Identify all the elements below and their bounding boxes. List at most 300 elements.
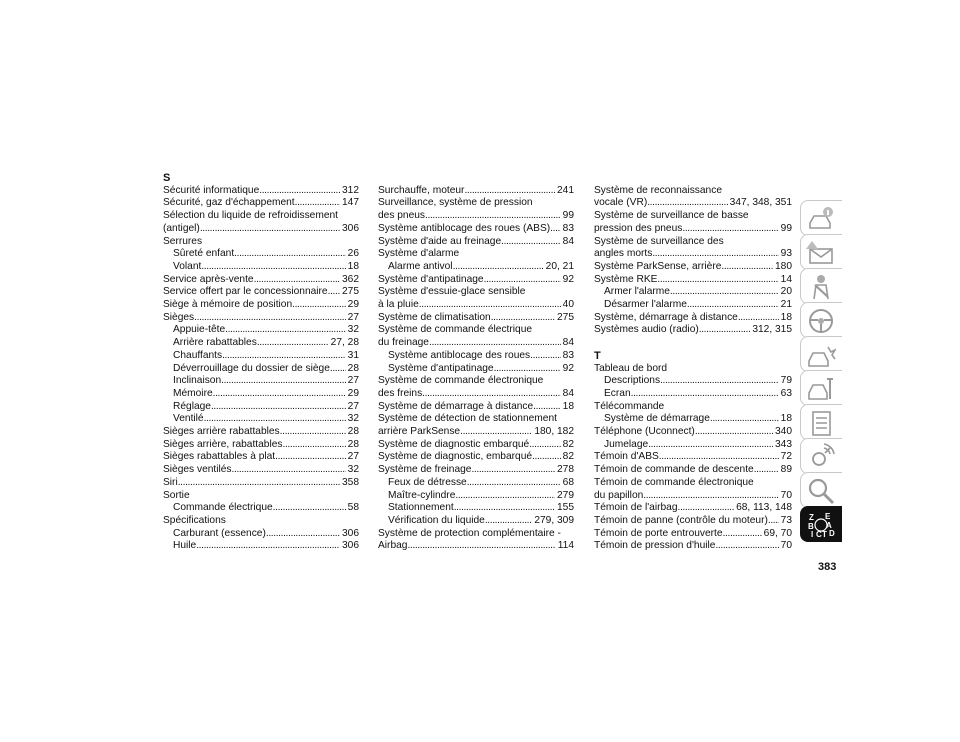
dot-leader (550, 223, 561, 236)
entry-page[interactable]: 27 (347, 451, 359, 463)
entry-page[interactable]: 73 (780, 514, 792, 526)
dot-leader (738, 312, 779, 325)
dot-leader (328, 286, 340, 299)
index-entry[interactable] (594, 197, 792, 210)
entry-page[interactable]: 92 (562, 362, 574, 374)
entry-page[interactable]: 312, 315 (752, 324, 792, 336)
dot-leader (292, 299, 346, 312)
entry-label: Système antiblocage des roues (388, 349, 531, 361)
index-entry[interactable] (163, 337, 359, 350)
entry-label: Siri (163, 476, 178, 488)
dot-leader (659, 451, 779, 464)
dot-leader (754, 464, 779, 477)
entry-label: Inclinaison (173, 375, 222, 387)
index-column-3 (594, 172, 792, 553)
svg-text:E: E (825, 512, 831, 521)
entry-label: Commande électrique (173, 502, 273, 514)
entry-label: Mémoire (173, 387, 213, 399)
entry-label: Système ParkSense, arrière (594, 260, 722, 272)
entry-label: Système de diagnostic embarqué (378, 438, 530, 450)
index-entry[interactable] (163, 528, 359, 541)
dot-leader (657, 274, 778, 287)
index-entry[interactable] (378, 515, 574, 528)
index-entry[interactable] (163, 248, 359, 261)
dot-leader (494, 363, 561, 376)
dot-leader (425, 210, 561, 223)
entry-page[interactable]: 68 (562, 476, 574, 488)
index-entry[interactable] (594, 540, 792, 553)
entry-label: Système de démarrage à distance (378, 400, 534, 412)
dot-leader (204, 413, 346, 426)
entry-page[interactable]: 180 (775, 260, 792, 272)
entry-page[interactable]: 180, 182 (534, 426, 574, 438)
dot-leader (670, 286, 779, 299)
entry-label: Témoin de pression d'huile (594, 540, 716, 552)
dot-leader (455, 490, 555, 503)
entry-label: Sièges arrière rabattables (163, 426, 280, 438)
dot-leader (715, 540, 778, 553)
dot-leader (225, 324, 346, 337)
dot-leader (687, 299, 779, 312)
entry-page[interactable]: 31 (347, 349, 359, 361)
dot-leader (710, 413, 779, 426)
entry-label: Déverrouillage du dossier de siège (173, 362, 330, 374)
dot-leader (501, 236, 561, 249)
dot-leader (467, 477, 561, 490)
entry-label: Système de freinage (378, 464, 472, 476)
index-entry[interactable] (594, 324, 792, 337)
index-entry[interactable] (163, 312, 359, 325)
entry-page[interactable]: 84 (562, 235, 574, 247)
dot-leader (660, 375, 779, 388)
index-entry[interactable] (594, 223, 792, 236)
entry-page[interactable]: 312 (342, 184, 359, 196)
index-entry[interactable] (163, 350, 359, 363)
entry-page[interactable]: 343 (775, 438, 792, 450)
dot-leader (407, 540, 555, 553)
index-entry[interactable] (594, 439, 792, 452)
spacer (594, 337, 792, 350)
svg-text:D: D (829, 529, 835, 538)
dot-leader (196, 540, 340, 553)
entry-page[interactable]: 114 (557, 540, 574, 552)
entry-page[interactable]: 72 (780, 451, 792, 463)
entry-label: Alarme antivol (388, 260, 453, 272)
chapter-tab[interactable] (800, 336, 842, 372)
index-column-1 (163, 172, 359, 553)
dot-leader (643, 490, 778, 503)
index-entry[interactable] (594, 515, 792, 528)
entry-page[interactable]: 29 (347, 387, 359, 399)
chapter-tab[interactable] (800, 200, 842, 236)
entry-page[interactable]: 83 (562, 222, 574, 234)
entry-page[interactable]: 340 (775, 426, 792, 438)
index-heading: Système de détection de stationnement (378, 413, 557, 425)
dot-leader (429, 337, 561, 350)
entry-label: Téléphone (Uconnect) (594, 426, 695, 438)
index-entry[interactable] (163, 451, 359, 464)
index-entry[interactable] (163, 363, 359, 376)
entry-page[interactable]: 241 (557, 184, 574, 196)
entry-page[interactable]: 21 (780, 299, 792, 311)
index-entry[interactable] (594, 388, 792, 401)
entry-page[interactable]: 306 (342, 527, 359, 539)
entry-page[interactable]: 275 (342, 286, 359, 298)
dot-leader (648, 439, 773, 452)
index-entry[interactable] (378, 401, 574, 414)
dot-leader (529, 439, 560, 452)
dot-leader (194, 312, 346, 325)
entry-label: à la pluie (378, 299, 419, 311)
entry-page[interactable]: 79 (780, 375, 792, 387)
index-entry[interactable] (163, 286, 359, 299)
entry-label: Témoin de porte entrouverte (594, 527, 723, 539)
chapter-tab[interactable] (800, 302, 842, 338)
index-heading: Système de commande électronique (378, 375, 544, 387)
entry-label: Appuie-tête (173, 324, 226, 336)
entry-page[interactable]: 69, 70 (763, 527, 792, 539)
entry-page[interactable]: 83 (562, 349, 574, 361)
dot-leader (699, 324, 751, 337)
dot-leader (200, 223, 340, 236)
entry-page[interactable]: 70 (780, 540, 792, 552)
entry-page[interactable]: 347, 348, 351 (729, 197, 792, 209)
index-heading: Système de surveillance des (594, 235, 724, 247)
entry-label: des freins (378, 387, 423, 399)
entry-page[interactable]: 27, 28 (330, 337, 359, 349)
entry-label: Feux de détresse (388, 476, 467, 488)
index-entry[interactable] (163, 388, 359, 401)
entry-label: vocale (VR) (594, 197, 648, 209)
entry-page[interactable]: 362 (342, 273, 359, 285)
entry-page[interactable]: 58 (347, 502, 359, 514)
index-entry[interactable] (163, 477, 359, 490)
dot-leader (280, 426, 346, 439)
index-heading: Serrures (163, 235, 203, 247)
entry-label: Carburant (essence) (173, 527, 266, 539)
entry-label: du freinage (378, 337, 429, 349)
index-heading: Système de commande électrique (378, 324, 533, 336)
index-heading: Système d'alarme (378, 248, 460, 260)
dot-leader (530, 350, 561, 363)
index-entry[interactable] (378, 388, 574, 401)
index-heading: Sélection du liquide de refroidissement (163, 210, 338, 222)
dot-leader (491, 312, 555, 325)
entry-label: Témoin de l'airbag (594, 502, 678, 514)
dot-leader (768, 515, 779, 528)
entry-page[interactable]: 306 (342, 540, 359, 552)
index-entry[interactable] (378, 312, 574, 325)
svg-text:A: A (826, 521, 832, 530)
chapter-tab[interactable] (800, 438, 842, 474)
svg-text:T: T (822, 530, 827, 539)
svg-text:Z: Z (809, 513, 814, 522)
entry-label: Système de diagnostic, embarqué (378, 451, 533, 463)
entry-label: Surchauffe, moteur (378, 184, 465, 196)
entry-label: Sécurité informatique (163, 184, 260, 196)
entry-page[interactable]: 29 (347, 299, 359, 311)
dot-leader (678, 502, 735, 515)
index-entry[interactable] (594, 261, 792, 274)
index-entry[interactable] (378, 350, 574, 363)
entry-label: Témoin d'ABS (594, 451, 659, 463)
entry-page[interactable]: 84 (562, 387, 574, 399)
index-entry[interactable] (594, 426, 792, 439)
dot-leader (282, 439, 345, 452)
index-entry[interactable] (378, 299, 574, 312)
index-entry[interactable] (163, 413, 359, 426)
index-entry[interactable] (378, 464, 574, 477)
dot-leader (330, 363, 346, 376)
dot-leader (454, 502, 555, 515)
spacer (378, 172, 574, 185)
entry-label: Sièges rabattables à plat (163, 451, 276, 463)
entry-label: Huile (173, 540, 197, 552)
entry-label: Désarmer l'alarme (604, 299, 687, 311)
page-number: 383 (818, 561, 837, 573)
index-entry[interactable] (163, 261, 359, 274)
entry-page[interactable]: 32 (347, 324, 359, 336)
dot-leader (257, 337, 329, 350)
index-entry[interactable] (378, 490, 574, 503)
entry-page[interactable]: 18 (347, 260, 359, 272)
index-entry[interactable] (163, 464, 359, 477)
index-entry[interactable] (163, 274, 359, 287)
index-entry[interactable] (594, 248, 792, 261)
index-entry[interactable] (163, 540, 359, 553)
index-heading: Système d'essuie-glace sensible (378, 286, 526, 298)
index-entry[interactable] (594, 274, 792, 287)
entry-page[interactable]: 18 (780, 413, 792, 425)
index-entry[interactable] (378, 426, 574, 439)
entry-label: Airbag (378, 540, 408, 552)
index-entry[interactable] (163, 223, 359, 236)
index-entry[interactable] (378, 451, 574, 464)
entry-label: des pneus (378, 210, 426, 222)
entry-page[interactable]: 93 (780, 248, 792, 260)
index-entry[interactable] (378, 540, 574, 553)
dot-leader (254, 274, 340, 287)
index-entry[interactable] (378, 502, 574, 515)
index-heading: Télécommande (594, 400, 665, 412)
chapter-tab[interactable] (800, 268, 842, 304)
index-entry[interactable] (594, 375, 792, 388)
entry-page[interactable]: 84 (562, 337, 574, 349)
dot-leader (232, 464, 346, 477)
index-heading: Spécifications (163, 514, 226, 526)
entry-page[interactable]: 20, 21 (545, 260, 574, 272)
dot-leader (484, 274, 561, 287)
chapter-tab[interactable] (800, 472, 842, 508)
index-entry[interactable] (594, 464, 792, 477)
entry-page[interactable]: 82 (562, 438, 574, 450)
chapter-tab[interactable] (800, 370, 842, 406)
entry-page[interactable]: 82 (562, 451, 574, 463)
entry-page[interactable]: 68, 113, 148 (736, 502, 792, 514)
entry-page[interactable]: 147 (342, 197, 359, 209)
index-heading: Système de reconnaissance (594, 184, 722, 196)
entry-page[interactable]: 279 (557, 489, 574, 501)
index-heading: Sortie (163, 489, 190, 501)
dot-leader (201, 261, 345, 274)
index-entry[interactable] (594, 299, 792, 312)
index-entry[interactable] (594, 528, 792, 541)
entry-label: Réglage (173, 400, 211, 412)
index-entry[interactable] (378, 439, 574, 452)
entry-page[interactable]: 63 (780, 387, 792, 399)
index-entry[interactable] (163, 197, 359, 210)
entry-label: Siège à mémoire de position (163, 299, 293, 311)
index-entry[interactable] (163, 375, 359, 388)
index-entry[interactable] (378, 274, 574, 287)
entry-page[interactable]: 99 (780, 222, 792, 234)
section-letter: T (594, 349, 601, 362)
entry-page[interactable]: 32 (347, 413, 359, 425)
index-entry[interactable] (163, 426, 359, 439)
dot-leader (222, 350, 346, 363)
dot-leader (273, 502, 346, 515)
dot-leader (422, 388, 560, 401)
entry-label: Système RKE (594, 273, 658, 285)
entry-page[interactable]: 92 (562, 273, 574, 285)
index-heading: Tableau de bord (594, 362, 668, 374)
index-entry[interactable] (163, 401, 359, 414)
svg-text:B: B (808, 522, 814, 531)
dot-leader (211, 401, 346, 414)
dot-leader (485, 515, 533, 528)
entry-page[interactable]: 70 (780, 489, 792, 501)
index-entry[interactable] (378, 477, 574, 490)
entry-page[interactable]: 20 (780, 286, 792, 298)
entry-label: Service après-vente (163, 273, 254, 285)
dot-leader (532, 451, 561, 464)
chapter-tab[interactable] (800, 234, 842, 270)
entry-label: Ventilé (173, 413, 204, 425)
index-entry[interactable] (594, 490, 792, 503)
index-entry[interactable] (378, 210, 574, 223)
entry-page[interactable]: 275 (557, 311, 574, 323)
dot-leader (221, 375, 346, 388)
entry-label: Système d'antipatinage (388, 362, 494, 374)
entry-label: Jumelage (604, 438, 649, 450)
svg-text:I: I (811, 530, 814, 539)
index-entry[interactable] (594, 451, 792, 464)
entry-page[interactable]: 32 (347, 464, 359, 476)
entry-label: (antigel) (163, 222, 200, 234)
entry-label: angles morts (594, 248, 653, 260)
entry-page[interactable]: 14 (780, 273, 792, 285)
entry-label: Sûreté enfant (173, 248, 235, 260)
entry-label: Armer l'alarme (604, 286, 670, 298)
entry-label: Système de démarrage (604, 413, 710, 425)
entry-page[interactable]: 28 (347, 426, 359, 438)
entry-page[interactable]: 89 (780, 464, 792, 476)
index-entry[interactable] (163, 185, 359, 198)
index-entry[interactable] (163, 502, 359, 515)
entry-label: Système de climatisation (378, 311, 491, 323)
dot-leader (295, 197, 340, 210)
index-entry[interactable] (163, 299, 359, 312)
entry-page[interactable]: 27 (347, 400, 359, 412)
svg-text:C: C (816, 530, 822, 539)
dot-leader (723, 528, 762, 541)
index-entry[interactable] (378, 337, 574, 350)
dot-leader (695, 426, 773, 439)
entry-label: du papillon (594, 489, 644, 501)
entry-label: Ecran (604, 387, 631, 399)
index-entry[interactable] (163, 439, 359, 452)
entry-page[interactable]: 18 (780, 311, 792, 323)
index-column-2 (378, 172, 574, 553)
index-heading: Surveillance, système de pression (378, 197, 533, 209)
entry-label: pression des pneus (594, 222, 683, 234)
entry-label: Système d'antipatinage (378, 273, 484, 285)
entry-label: Sièges arrière, rabattables (163, 438, 283, 450)
entry-page[interactable]: 27 (347, 311, 359, 323)
index-entry[interactable] (378, 236, 574, 249)
entry-label: Témoin de panne (contrôle du moteur) (594, 514, 768, 526)
entry-page[interactable]: 27 (347, 375, 359, 387)
dot-leader (460, 426, 532, 439)
entry-page[interactable]: 99 (562, 210, 574, 222)
index-entry[interactable] (378, 223, 574, 236)
dot-leader (234, 248, 345, 261)
index-entry[interactable] (378, 363, 574, 376)
entry-page[interactable]: 155 (557, 502, 574, 514)
entry-label: arrière ParkSense (378, 426, 461, 438)
dot-leader (533, 401, 560, 414)
entry-label: Arrière rabattables (173, 337, 257, 349)
index-entry[interactable] (594, 502, 792, 515)
entry-page[interactable]: 28 (347, 438, 359, 450)
entry-label: Système d'aide au freinage (378, 235, 502, 247)
entry-label: Descriptions (604, 375, 661, 387)
index-entry[interactable] (594, 413, 792, 426)
chapter-tab[interactable] (800, 404, 842, 440)
dot-leader (275, 451, 346, 464)
entry-page[interactable]: 358 (342, 476, 359, 488)
entry-label: Service offert par le concessionnaire (163, 286, 328, 298)
entry-page[interactable]: 26 (347, 248, 359, 260)
index-heading: Système de protection complémentaire - (378, 527, 561, 539)
entry-label: Système antiblocage des roues (ABS) (378, 222, 551, 234)
entry-page[interactable]: 18 (562, 400, 574, 412)
index-entry[interactable] (594, 286, 792, 299)
index-heading: Système de surveillance de basse (594, 210, 749, 222)
spacer (594, 172, 792, 185)
entry-page[interactable]: 278 (557, 464, 574, 476)
entry-label: Témoin de commande de descente (594, 464, 754, 476)
dot-leader (453, 261, 544, 274)
entry-page[interactable]: 28 (347, 362, 359, 374)
entry-page[interactable]: 279, 309 (534, 514, 574, 526)
dot-leader (464, 185, 555, 198)
entry-label: Vérification du liquide (388, 514, 485, 526)
index-entry[interactable] (378, 261, 574, 274)
entry-label: Sièges ventilés (163, 464, 232, 476)
dot-leader (721, 261, 773, 274)
entry-page[interactable]: 40 (562, 299, 574, 311)
index-entry[interactable] (594, 312, 792, 325)
dot-leader (213, 388, 346, 401)
entry-page[interactable]: 306 (342, 222, 359, 234)
chapter-tab[interactable] (800, 506, 842, 542)
index-entry[interactable] (163, 324, 359, 337)
dot-leader (652, 248, 778, 261)
index-entry[interactable] (378, 185, 574, 198)
entry-label: Sécurité, gaz d'échappement (163, 197, 295, 209)
dot-leader (266, 528, 340, 541)
